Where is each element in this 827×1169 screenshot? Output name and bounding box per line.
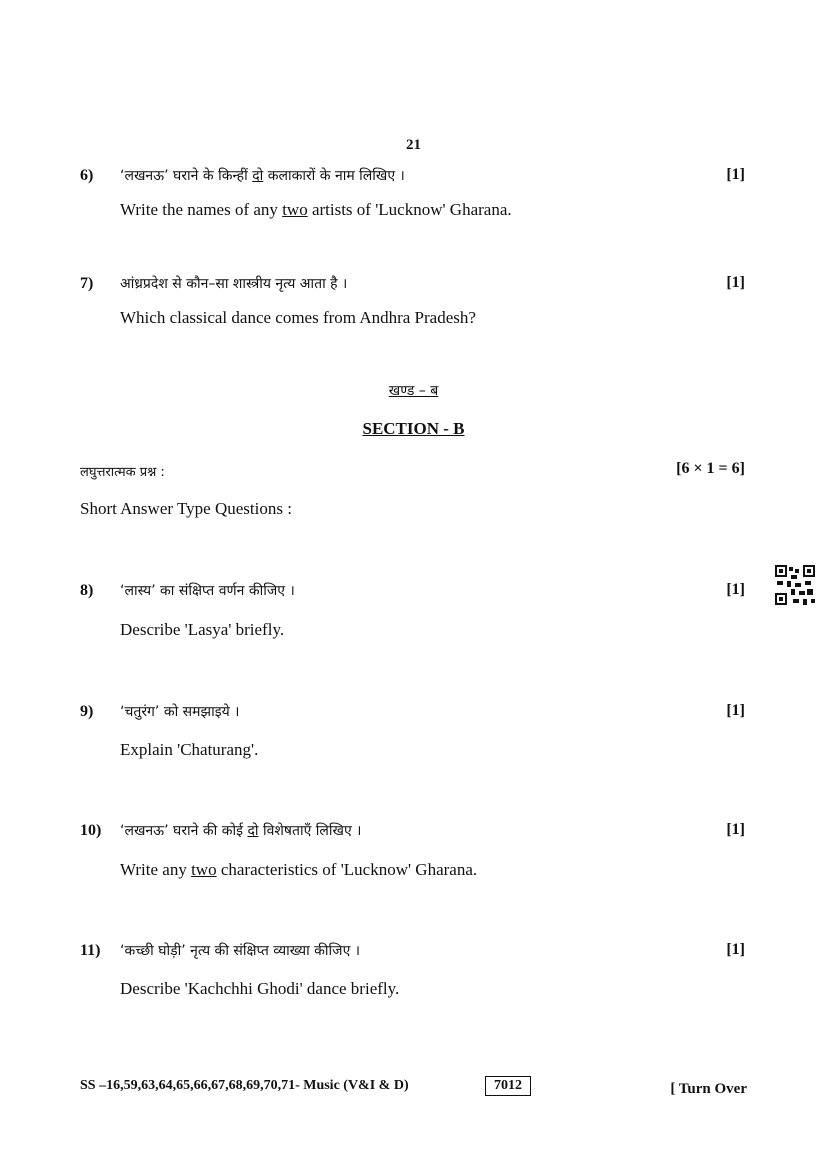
- question-7-english: Which classical dance comes from Andhra Pradesh?: [120, 308, 476, 327]
- question-9-english: Explain 'Chaturang'.: [120, 740, 259, 759]
- question-7-number: 7): [80, 275, 94, 292]
- turn-over-label: [ Turn Over: [670, 1081, 747, 1097]
- section-marks: [6 × 1 = 6]: [676, 460, 745, 477]
- question-6-number: 6): [80, 167, 94, 184]
- footer-subject-codes: SS –16,59,63,64,65,66,67,68,69,70,71- Music (V&I & D): [80, 1078, 409, 1093]
- page-number: 21: [406, 137, 421, 153]
- question-8-marks: [1]: [726, 581, 745, 598]
- question-11-hindi: ‘कच्छी घोड़ी’ नृत्य की संक्षिप्त व्याख्या कीजिए ।: [120, 943, 361, 959]
- subsection-english: Short Answer Type Questions :: [80, 499, 292, 518]
- question-9-number: 9): [80, 703, 94, 720]
- question-9-marks: [1]: [726, 702, 745, 719]
- section-heading-english: SECTION - B: [362, 419, 465, 438]
- section-heading-hindi: खण्ड – ब: [388, 383, 439, 399]
- question-11-number: 11): [80, 942, 101, 959]
- question-7-marks: [1]: [726, 274, 745, 291]
- qr-code-icon: [775, 565, 815, 605]
- question-10-marks: [1]: [726, 821, 745, 838]
- question-10-number: 10): [80, 822, 102, 839]
- question-7-hindi: आंध्रप्रदेश से कौन–सा शास्त्रीय नृत्य आता है ।: [120, 276, 348, 292]
- question-8-hindi: ‘लास्य’ का संक्षिप्त वर्णन कीजिए ।: [120, 583, 295, 599]
- question-11-english: Describe 'Kachchhi Ghodi' dance briefly.: [120, 979, 400, 998]
- subsection-hindi: लघुत्तरात्मक प्रश्न :: [80, 465, 165, 480]
- paper-code-box: 7012: [485, 1076, 531, 1096]
- question-6-english: Write the names of any two artists of 'Lucknow' Gharana.: [120, 200, 512, 219]
- question-6-hindi: ‘लखनऊ’ घराने के किन्हीं दो कलाकारों के नाम लिखिए ।: [120, 168, 405, 184]
- question-11-marks: [1]: [726, 941, 745, 958]
- question-6-marks: [1]: [726, 166, 745, 183]
- question-10-hindi: ‘लखनऊ’ घराने की कोई दो विशेषताएँ लिखिए ।: [120, 823, 362, 839]
- question-8-english: Describe 'Lasya' briefly.: [120, 620, 285, 639]
- question-9-hindi: ‘चतुरंग’ को समझाइये ।: [120, 704, 240, 720]
- question-10-english: Write any two characteristics of 'Lucknow' Gharana.: [120, 860, 478, 879]
- question-8-number: 8): [80, 582, 94, 599]
